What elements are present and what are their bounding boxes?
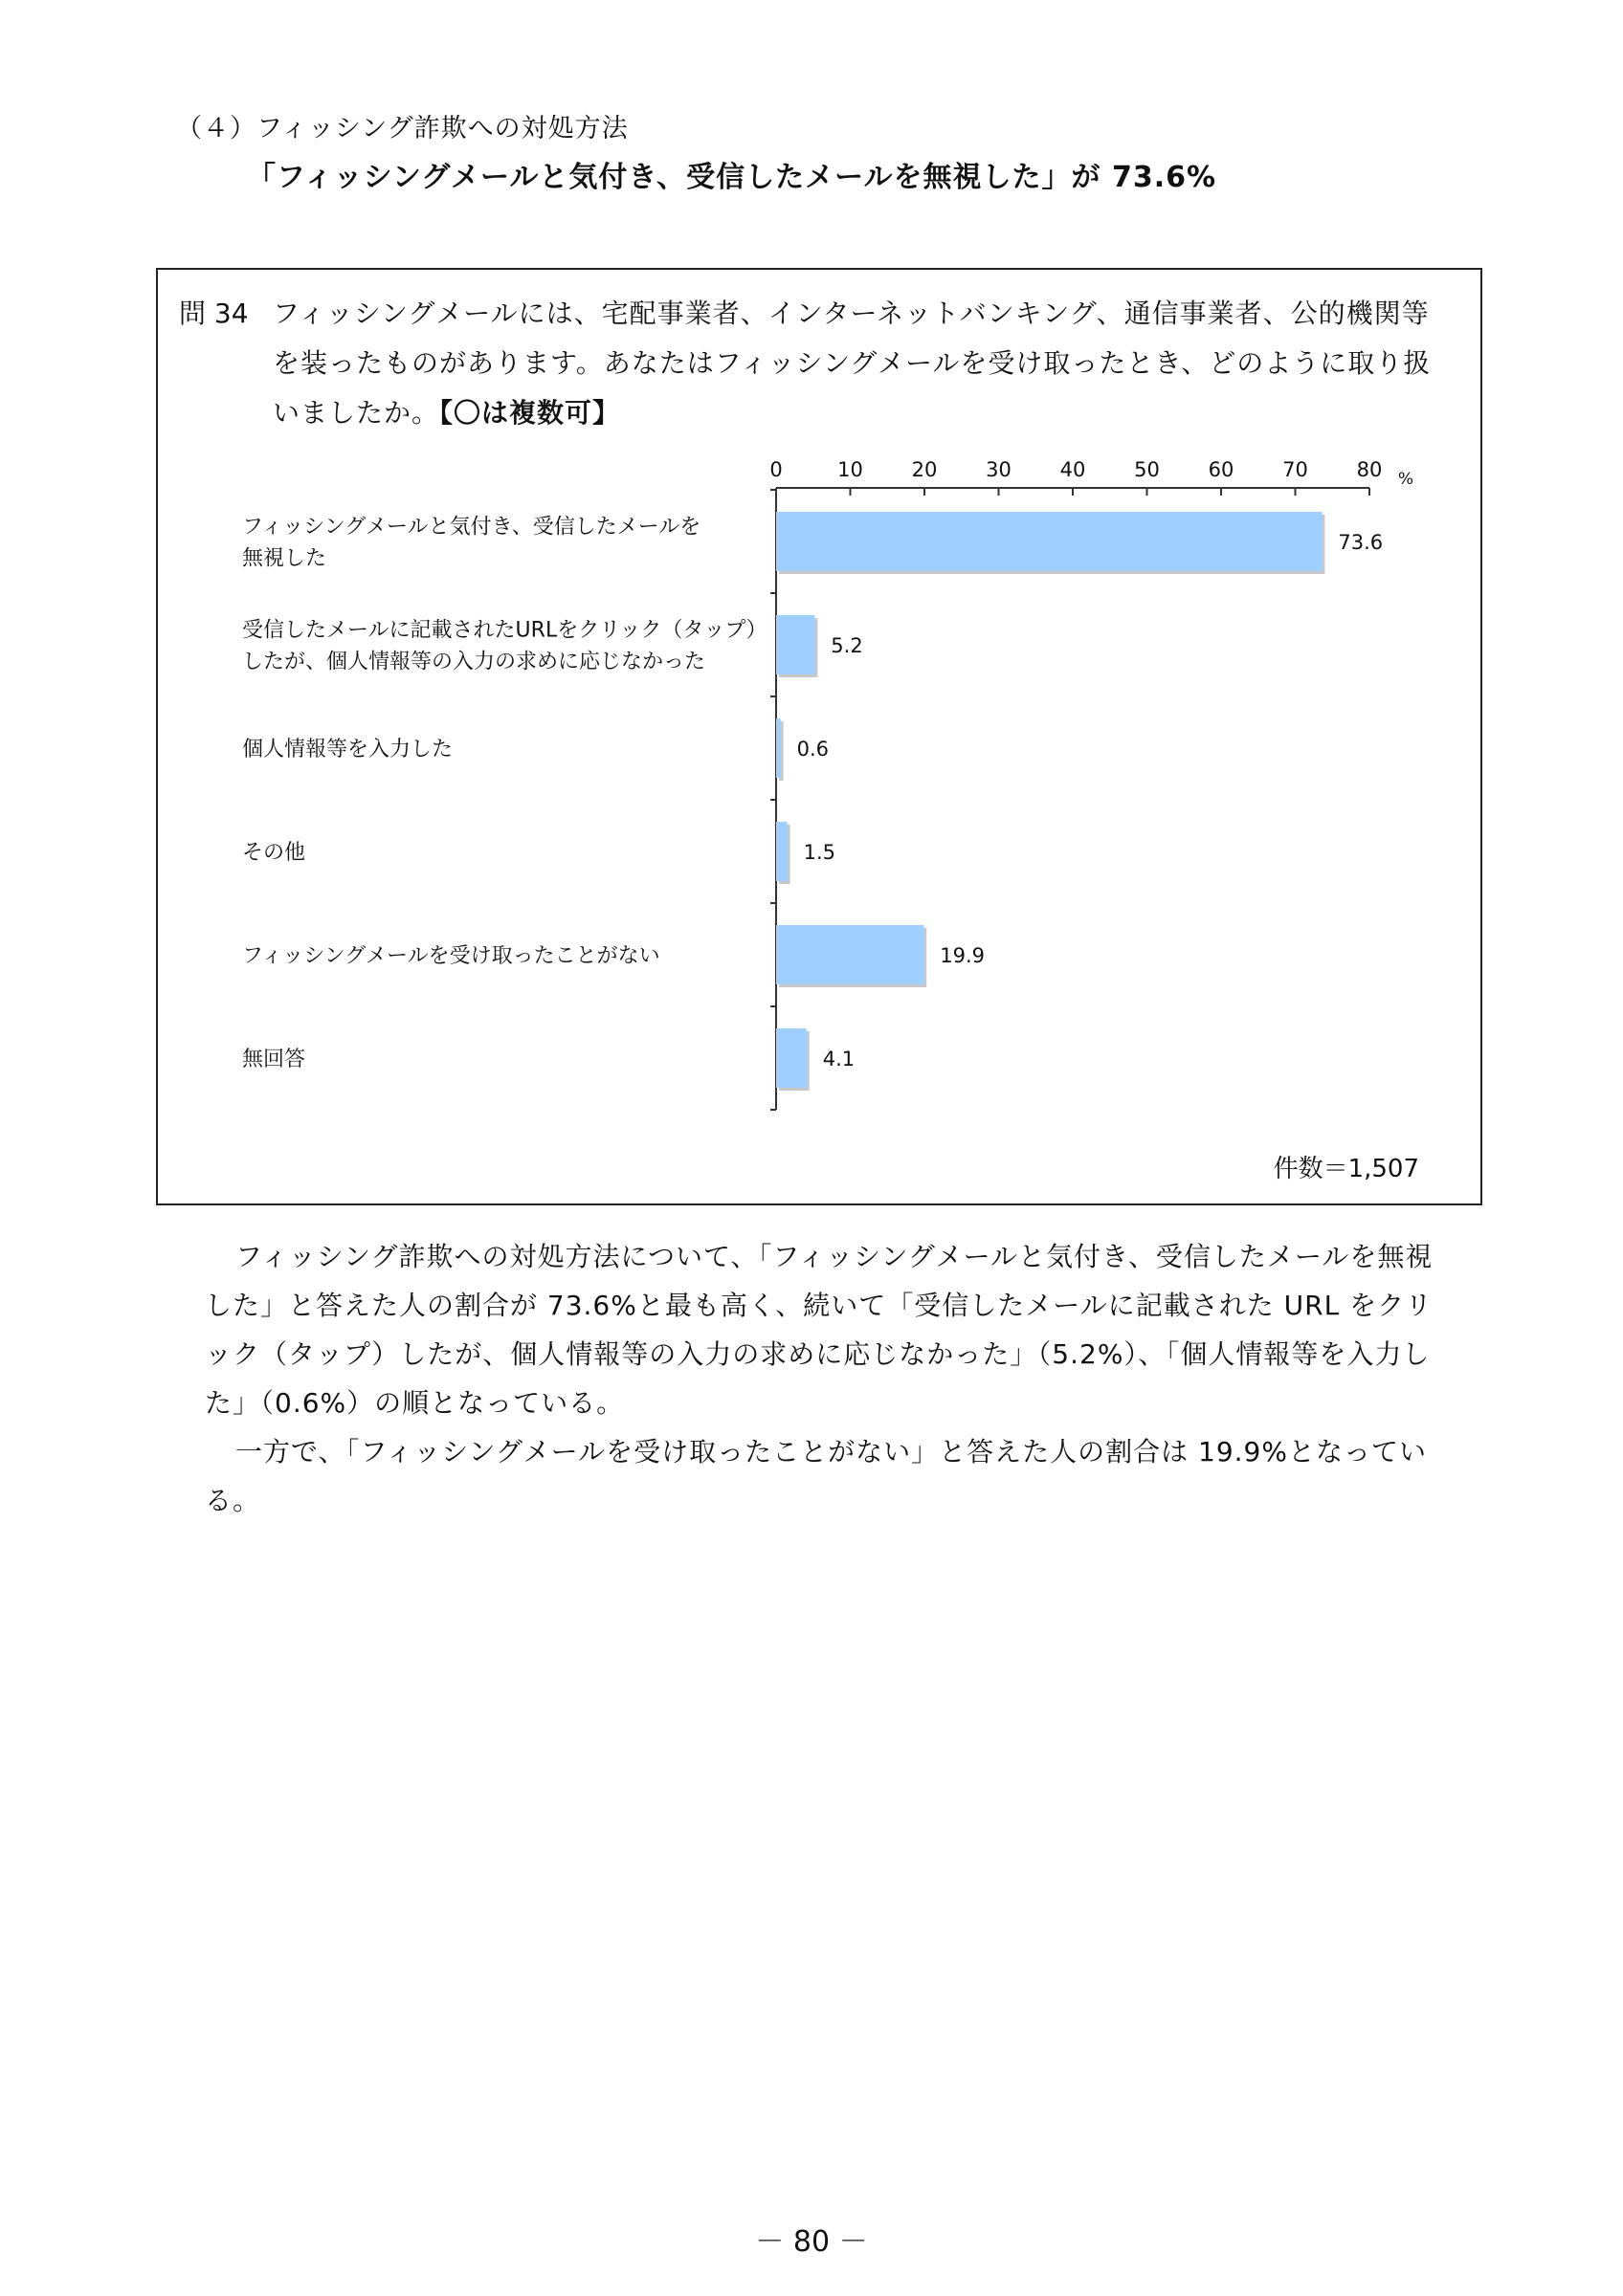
value-label: 73.6 — [1338, 531, 1384, 554]
bar — [776, 718, 781, 778]
value-label: 0.6 — [796, 738, 830, 761]
x-tick-label: 60 — [1208, 458, 1234, 481]
category-label: その他 — [242, 841, 306, 865]
x-tick-label: 80 — [1356, 458, 1383, 481]
category-label: フィッシングメールを受け取ったことがない — [242, 944, 660, 968]
page-number: － 80 － — [755, 2225, 868, 2259]
value-label: 4.1 — [822, 1048, 856, 1071]
body-paragraph-1: フィッシング詐欺への対処方法について、「フィッシングメールと気付き、受信したメールを無視した」と答えた人の割合が 73.6%と最も高く、続いて「受信したメールに記載された URL をクリック（タップ）したが、個人情報等の入力の求めに応じなかった」（5.2%）、「個人情報等を入力した」（0.6%）の順となっている。 — [205, 1241, 1434, 1419]
category-label: 無回答 — [242, 1048, 306, 1071]
question-line-1: フィッシングメールには、宅配事業者、インターネットバンキング、通信事業者、公的機関等 — [273, 298, 1430, 329]
question-number: 問 34 — [179, 298, 249, 329]
x-tick-label: 0 — [769, 458, 783, 481]
category-label: 受信したメールに記載されたURLをクリック（タップ） — [242, 618, 767, 643]
x-tick-label: 10 — [837, 458, 863, 481]
question-line-3: いましたか。 — [273, 397, 440, 429]
x-tick-label: 70 — [1282, 458, 1308, 481]
question-note: 【〇は複数可】 — [439, 397, 621, 429]
x-unit-label: % — [1397, 470, 1414, 489]
category-label: したが、個人情報等の入力の求めに応じなかった — [242, 650, 706, 674]
x-tick-label: 30 — [986, 458, 1012, 481]
x-tick-label: 40 — [1059, 458, 1086, 481]
bar-chart — [158, 270, 1480, 1203]
section-heading: （４）フィッシング詐欺への対処方法 — [176, 114, 629, 144]
x-tick-label: 50 — [1134, 458, 1160, 481]
category-label: フィッシングメールと気付き、受信したメールを — [242, 515, 701, 540]
section-headline: 「フィッシングメールと気付き、受信したメールを無視した」が 73.6% — [247, 161, 1217, 194]
respondent-count: 件数＝1,507 — [1273, 1155, 1419, 1183]
bar — [776, 1028, 807, 1088]
body-text — [205, 1232, 1449, 1525]
category-label: 個人情報等を入力した — [242, 738, 454, 762]
bar — [776, 925, 923, 984]
body-paragraph-2: 一方で、「フィッシングメールを受け取ったことがない」と答えた人の割合は 19.9%となっている。 — [205, 1436, 1427, 1516]
bar — [776, 512, 1322, 571]
x-tick-label: 20 — [911, 458, 938, 481]
bar — [776, 615, 814, 674]
value-label: 19.9 — [940, 944, 985, 967]
value-label: 5.2 — [831, 634, 863, 657]
value-label: 1.5 — [803, 841, 836, 864]
category-label: 無視した — [242, 546, 327, 571]
bar — [776, 822, 788, 881]
question-box — [156, 268, 1482, 1205]
question-line-2: を装ったものがあります。あなたはフィッシングメールを受け取ったとき、どのように取り扱 — [273, 347, 1432, 379]
